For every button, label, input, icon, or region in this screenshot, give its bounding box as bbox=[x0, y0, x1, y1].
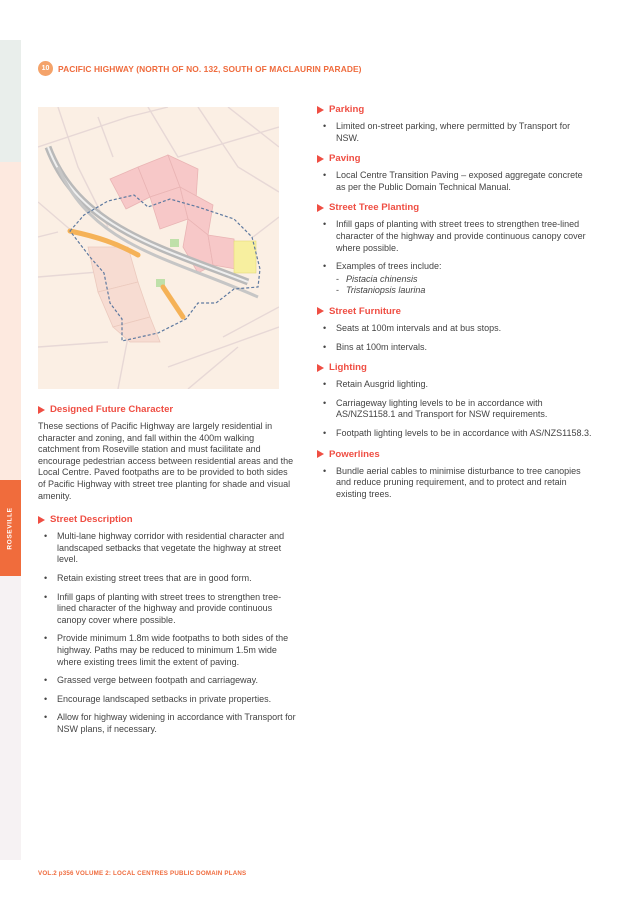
list-item: • Grassed verge between footpath and carriageway. bbox=[38, 675, 296, 687]
list-item: • Examples of trees include: - Pistacia chinensis - Tristaniopsis laurina bbox=[317, 261, 592, 297]
lighting-list bbox=[317, 379, 592, 439]
triangle-bullet-icon bbox=[317, 155, 324, 163]
list-item: • Allow for highway widening in accordance with Transport for NSW plans, if necessary. bbox=[38, 712, 296, 735]
street-tree-list bbox=[317, 219, 592, 297]
page-header bbox=[38, 61, 362, 76]
section-number-badge: 10 bbox=[38, 61, 53, 76]
triangle-bullet-icon bbox=[317, 106, 324, 114]
list-item: • Footpath lighting levels to be in accordance with AS/NZS1158.3. bbox=[317, 428, 592, 440]
street-tree-section bbox=[317, 202, 592, 297]
list-item: • Infill gaps of planting with street trees to strengthen tree-lined character of the highway and provide continuous canopy cover where possible. bbox=[317, 219, 592, 254]
page-footer: VOL.2 p356 VOLUME 2: LOCAL CENTRES PUBLIC DOMAIN PLANS bbox=[38, 870, 247, 877]
page-title: PACIFIC HIGHWAY (NORTH OF NO. 132, SOUTH OF MACLAURIN PARADE) bbox=[58, 63, 362, 74]
triangle-bullet-icon bbox=[38, 406, 45, 414]
list-item: • Local Centre Transition Paving – exposed aggregate concrete as per the Public Domain Technical Manual. bbox=[317, 170, 592, 193]
list-item: • Retain existing street trees that are in good form. bbox=[38, 573, 296, 585]
list-item: • Provide minimum 1.8m wide footpaths to both sides of the highway. Paths may be reduced to minimum 1.5m wide where existing trees limit the extent of paving. bbox=[38, 633, 296, 668]
list-item: • Retain Ausgrid lighting. bbox=[317, 379, 592, 391]
side-tab-decor bbox=[0, 576, 21, 860]
triangle-bullet-icon bbox=[38, 516, 45, 524]
parking-list bbox=[317, 121, 592, 144]
furniture-section bbox=[317, 306, 592, 353]
section-heading: Street Tree Planting bbox=[317, 202, 592, 213]
species-item: - Pistacia chinensis bbox=[336, 274, 592, 286]
section-heading: Street Furniture bbox=[317, 306, 592, 317]
street-description-section bbox=[38, 514, 296, 735]
list-item: • Limited on-street parking, where permitted by Transport for NSW. bbox=[317, 121, 592, 144]
side-tab-label: ROSEVILLE bbox=[7, 506, 14, 550]
furniture-list bbox=[317, 323, 592, 353]
designed-character-paragraph: These sections of Pacific Highway are largely residential in character and zoning, and fall within the 400m walking catchment from Roseville station and must facilitate and encourage pedestrian access between residential areas and the Local Centre. Paved footpaths are to be provided to both sides of Pacific Highway with street tree planting for shade and visual amenity. bbox=[38, 421, 294, 501]
list-item: • Carriageway lighting levels to be in accordance with AS/NZS1158.1 and Transport for NSW requirements. bbox=[317, 398, 592, 421]
section-heading: Designed Future Character bbox=[38, 404, 296, 415]
lighting-section bbox=[317, 362, 592, 439]
powerlines-list bbox=[317, 466, 592, 501]
triangle-bullet-icon bbox=[317, 364, 324, 372]
list-item: • Bins at 100m intervals. bbox=[317, 342, 592, 354]
triangle-bullet-icon bbox=[317, 204, 324, 212]
list-item: • Encourage landscaped setbacks in private properties. bbox=[38, 694, 296, 706]
street-description-list bbox=[38, 531, 296, 735]
left-column bbox=[38, 404, 296, 744]
species-list bbox=[336, 274, 592, 297]
section-heading: Parking bbox=[317, 104, 592, 115]
section-heading: Street Description bbox=[38, 514, 296, 525]
powerlines-section bbox=[317, 449, 592, 501]
map-graphic bbox=[38, 107, 279, 389]
designed-character-section bbox=[38, 404, 296, 502]
section-heading: Lighting bbox=[317, 362, 592, 373]
section-heading: Paving bbox=[317, 153, 592, 164]
section-heading: Powerlines bbox=[317, 449, 592, 460]
list-item: • Multi-lane highway corridor with residential character and landscaped setbacks that vegetate the highway at street level. bbox=[38, 531, 296, 566]
list-item: • Seats at 100m intervals and at bus stops. bbox=[317, 323, 592, 335]
list-item: • Infill gaps of planting with street trees to strengthen tree-lined character of the highway and provide continuous canopy cover where possible. bbox=[38, 592, 296, 627]
location-map bbox=[38, 107, 279, 389]
triangle-bullet-icon bbox=[317, 450, 324, 458]
parking-section bbox=[317, 104, 592, 144]
side-tab-decor bbox=[0, 40, 21, 162]
triangle-bullet-icon bbox=[317, 307, 324, 315]
paving-list bbox=[317, 170, 592, 193]
right-column bbox=[317, 104, 592, 509]
paving-section bbox=[317, 153, 592, 193]
species-item: - Tristaniopsis laurina bbox=[336, 285, 592, 297]
side-tab-decor bbox=[0, 162, 21, 480]
list-item: • Bundle aerial cables to minimise disturbance to tree canopies and reduce pruning requirement, and to protect and retain existing trees. bbox=[317, 466, 592, 501]
